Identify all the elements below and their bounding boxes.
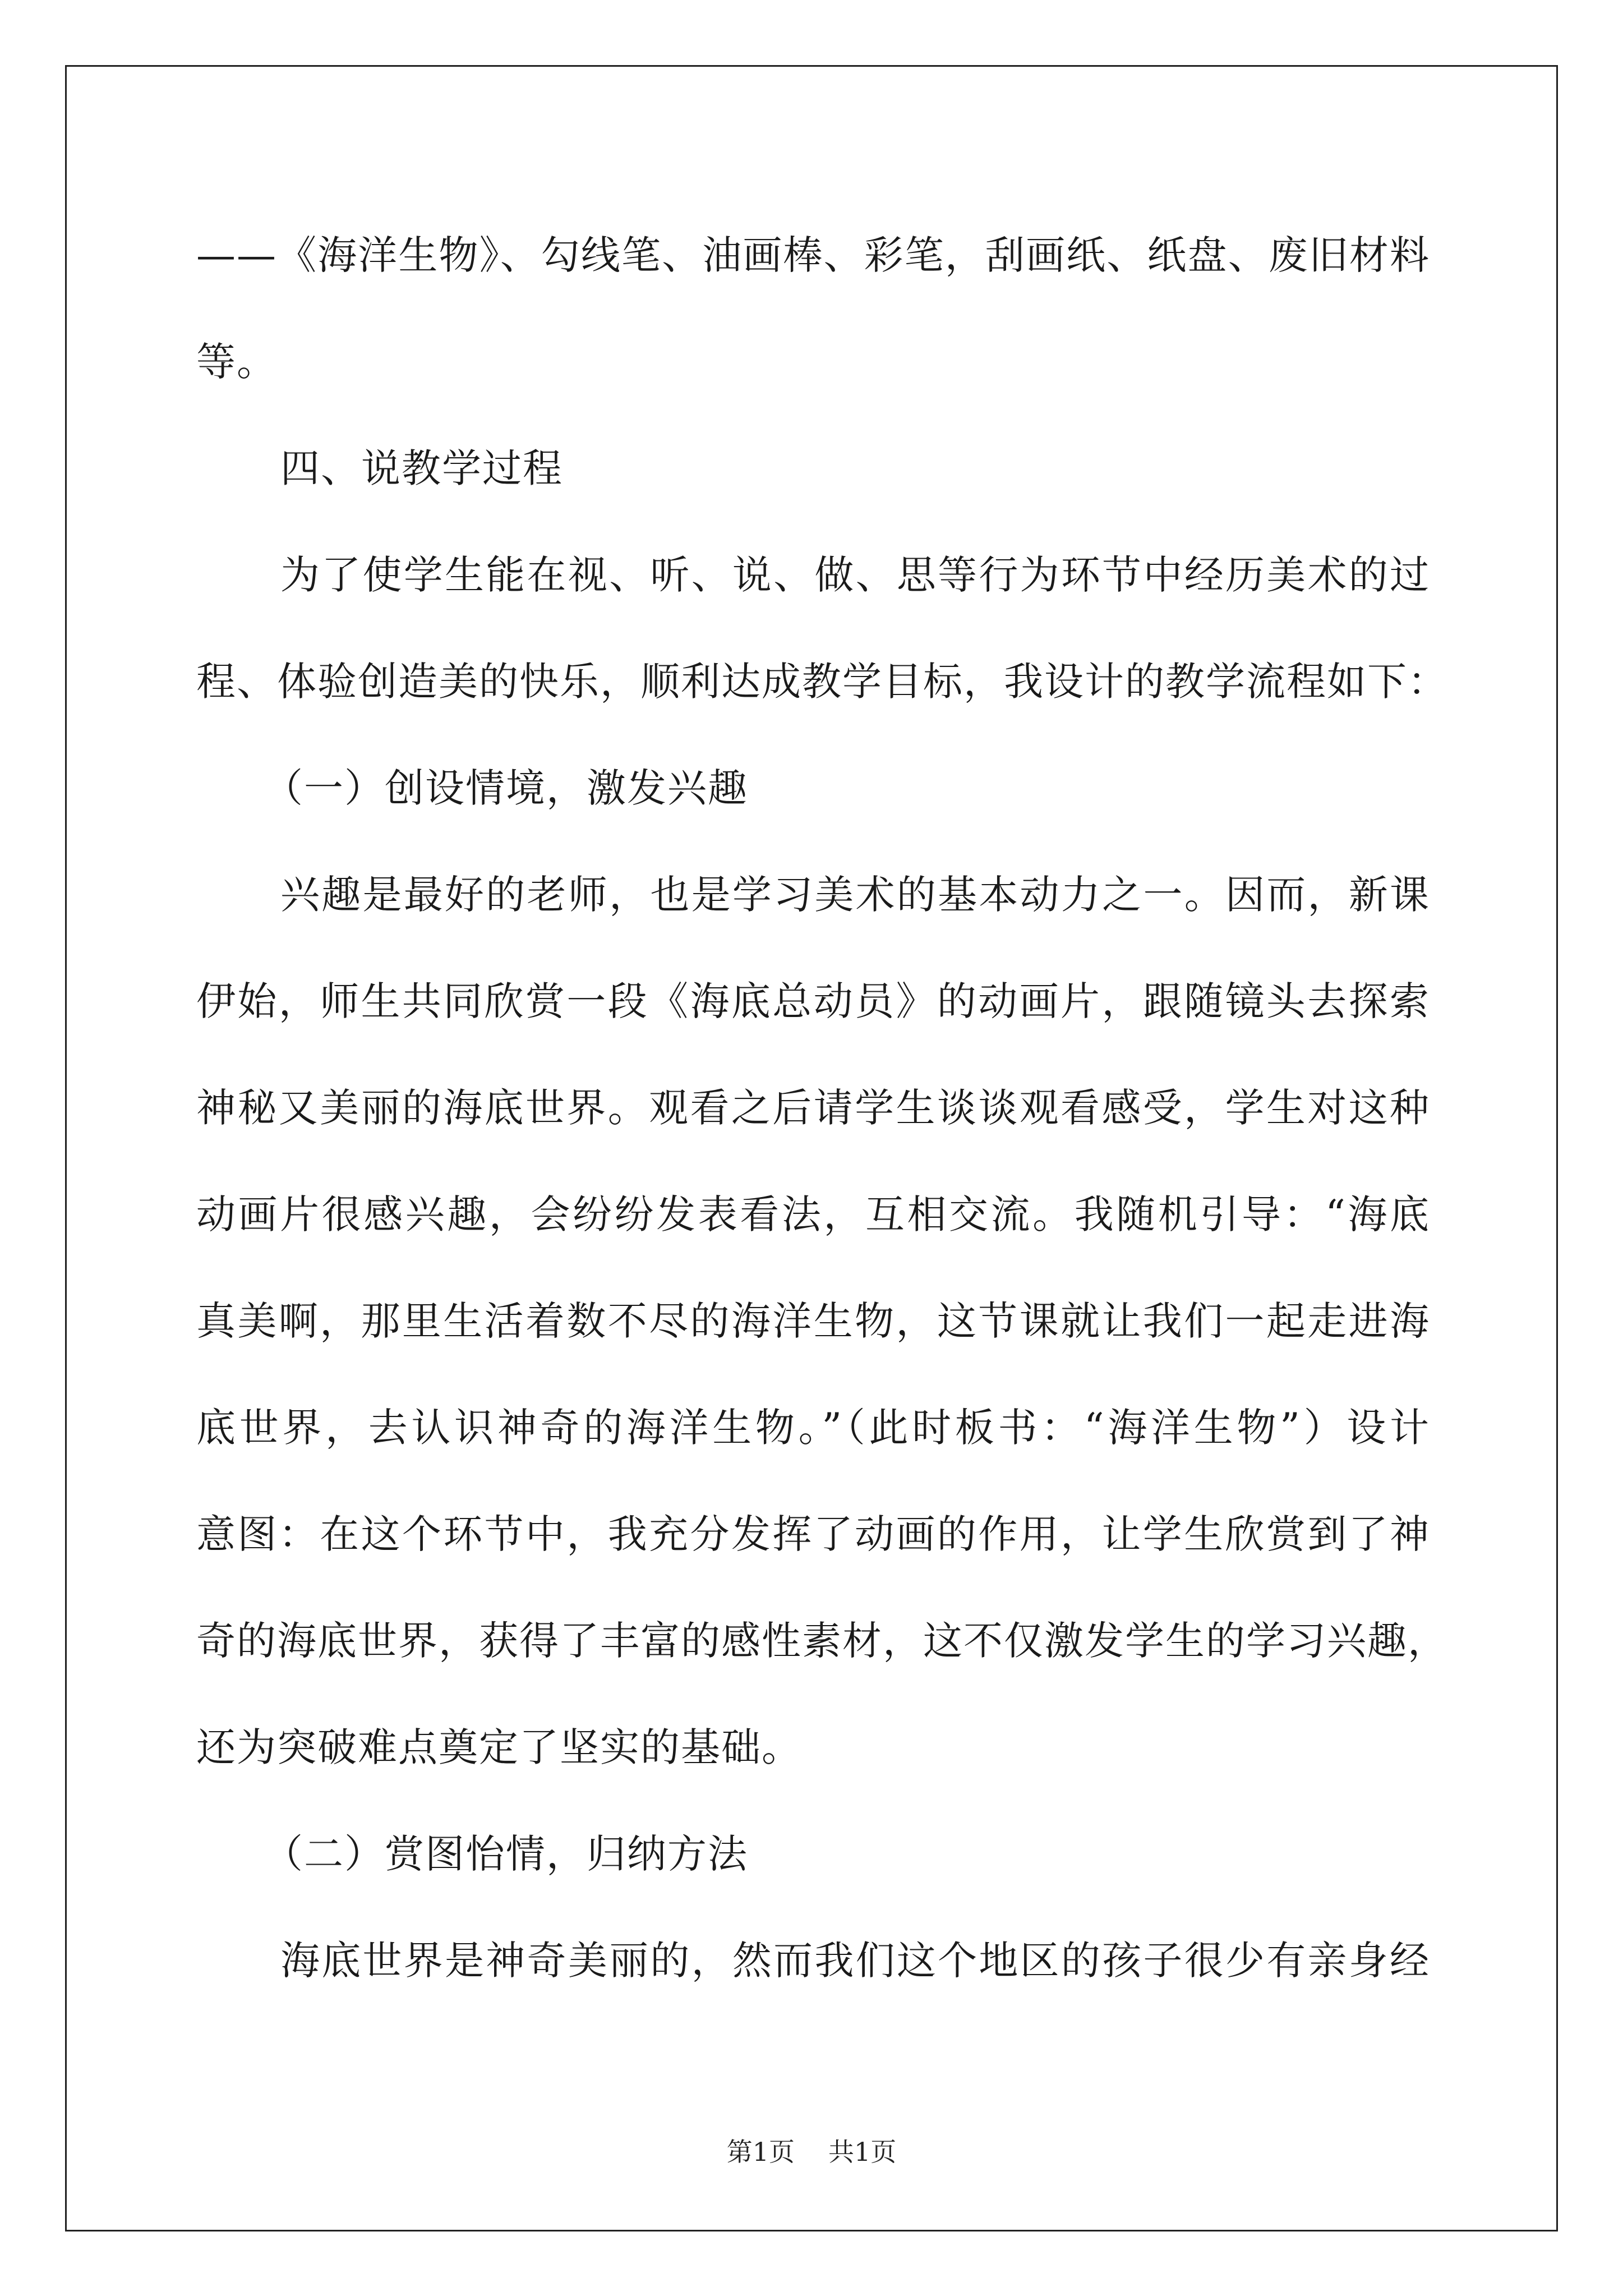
paragraph-line: 为了使学生能在视、听、说、做、思等行为环节中经历美术的过 [280,552,1430,598]
paragraph-line: ——《海洋生物》、勾线笔、油画棒、彩笔，刮画纸、纸盘、废旧材料 [196,232,1430,278]
paragraph-line: 海底世界是神奇美丽的，然而我们这个地区的孩子很少有亲身经 [280,1938,1430,1984]
section-heading: 四、说教学过程 [280,445,563,491]
page-total: 共1页 [828,2137,897,2167]
paragraph-line: 程、体验创造美的快乐，顺利达成教学目标，我设计的教学流程如下： [196,659,1448,705]
page-footer [0,2132,1623,2169]
paragraph-line: 底世界，去认识神奇的海洋生物。”（此时板书：“海洋生物”）设计 [196,1405,1430,1451]
paragraph-line: 奇的海底世界，获得了丰富的感性素材，这不仅激发学生的学习兴趣， [196,1618,1448,1664]
paragraph-line: 兴趣是最好的老师，也是学习美术的基本动力之一。因而，新课 [280,872,1430,918]
paragraph-line: 还为突破难点奠定了坚实的基础。 [196,1724,802,1770]
subsection-heading: （一）创设情境，激发兴趣 [264,765,748,811]
paragraph-line: 意图：在这个环节中，我充分发挥了动画的作用，让学生欣赏到了神 [196,1511,1430,1557]
paragraph-line: 真美啊，那里生活着数不尽的海洋生物，这节课就让我们一起走进海 [196,1298,1430,1344]
paragraph-line: 等。 [196,339,277,385]
page-number: 第1页 [726,2137,795,2167]
paragraph-line: 动画片很感兴趣，会纷纷发表看法，互相交流。我随机引导：“海底 [196,1191,1430,1237]
paragraph-line: 神秘又美丽的海底世界。观看之后请学生谈谈观看感受，学生对这种 [196,1085,1430,1131]
paragraph-line: 伊始，师生共同欣赏一段《海底总动员》的动画片，跟随镜头去探索 [196,978,1430,1024]
document-body [196,202,1448,2014]
subsection-heading: （二）赏图怡情，归纳方法 [264,1831,748,1877]
